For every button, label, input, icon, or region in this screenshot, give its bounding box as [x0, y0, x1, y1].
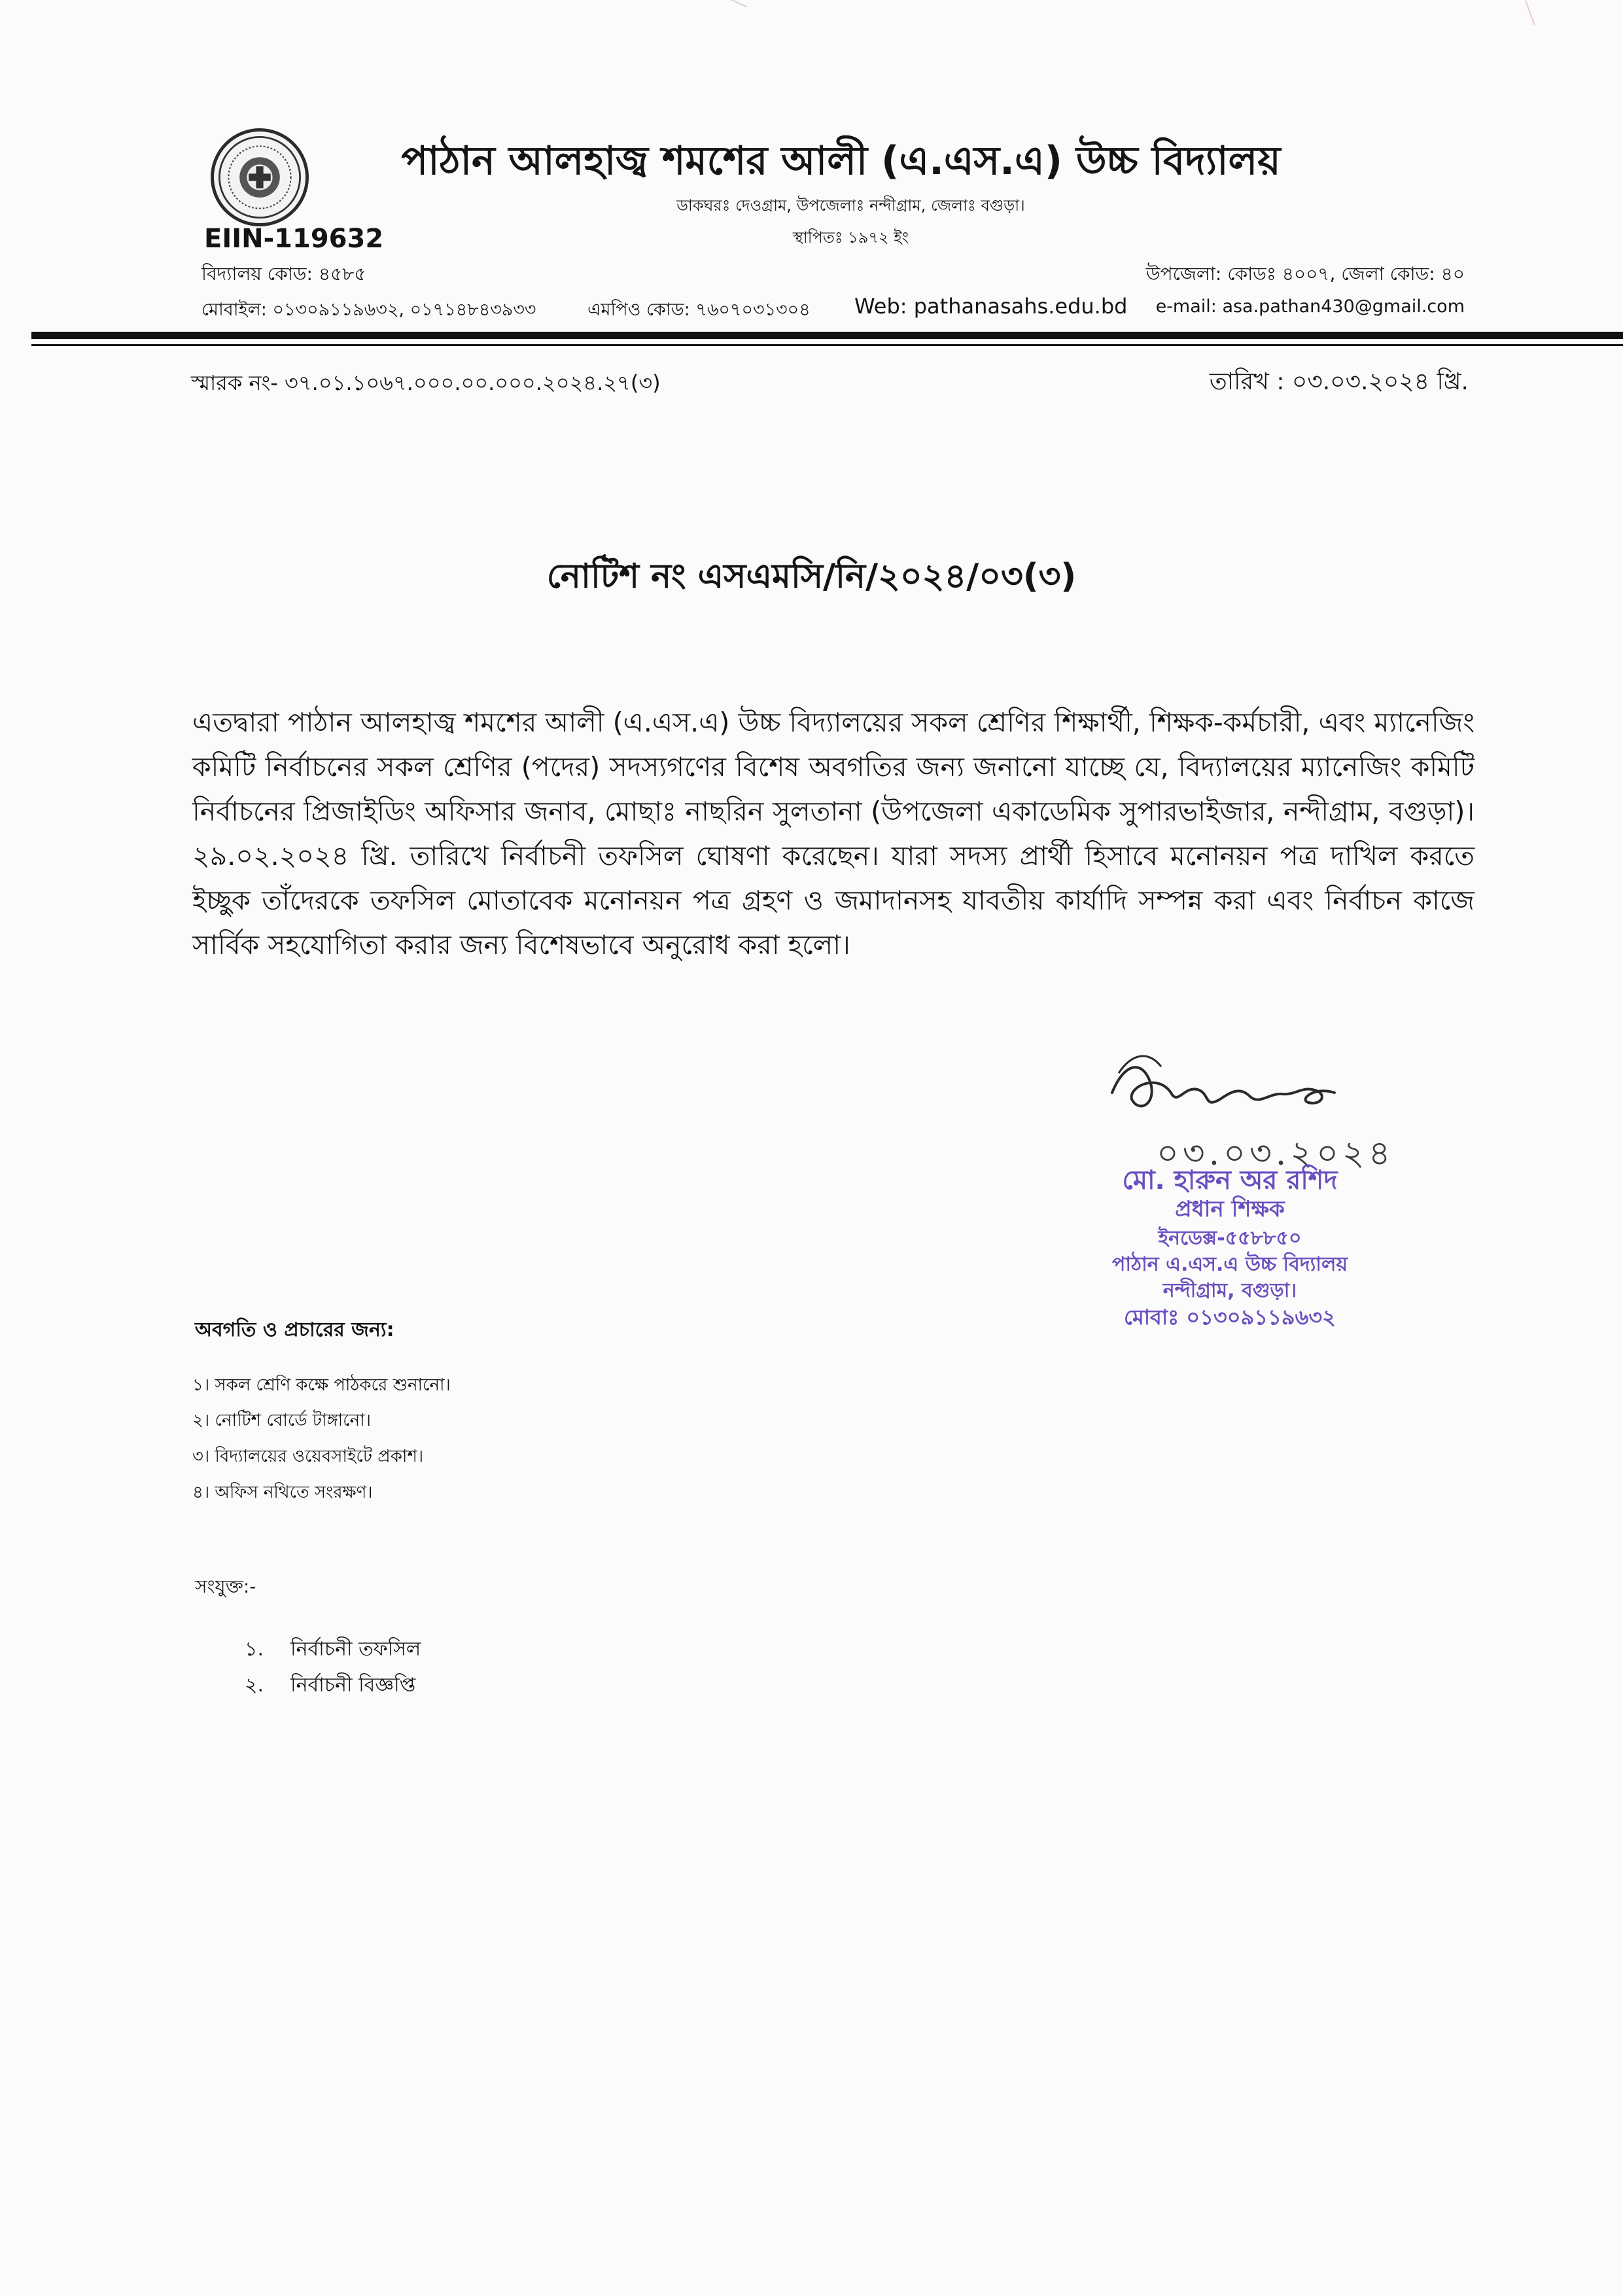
notice-title: নোটিশ নং এসএমসি/নি/২০২৪/০৩(৩) — [546, 557, 1077, 596]
scan-mark — [1525, 1, 1535, 26]
signature-date: ০৩.০৩.২০২৪ — [1157, 1134, 1395, 1173]
email-link[interactable]: e-mail: asa.pathan430@gmail.com — [1155, 296, 1465, 317]
seal-index: ইনডেক্স-৫৫৮৮৫০ — [1158, 1227, 1302, 1250]
seal-school: পাঠান এ.এস.এ উচ্চ বিদ্যালয় — [1111, 1253, 1348, 1276]
list-item: ২। নোটিশ বোর্ডে টাঙ্গানো। — [192, 1411, 372, 1430]
attachment-item — [245, 1633, 421, 1667]
school-code: বিদ্যালয় কোড: ৪৫৮৫ — [201, 263, 366, 285]
scan-mark — [720, 0, 748, 8]
school-address: ডাকঘরঃ দেওগ্রাম, উপজেলাঃ নন্দীগ্রাম, জেলাঃ বগুড়া। — [676, 196, 1025, 215]
eiin-number: EIIN-119632 — [204, 224, 384, 254]
header-divider-thin — [31, 344, 1623, 346]
school-name: পাঠান আলহাজ্ব শমশের আলী (এ.এস.এ) উচ্চ বিদ্যালয় — [401, 138, 1281, 184]
established-year: স্থাপিতঃ ১৯৭২ ইং — [792, 228, 909, 247]
list-item: ৪। অফিস নথিতে সংরক্ষণ। — [192, 1483, 373, 1502]
list-item: ৩। বিদ্যালয়ের ওয়েবসাইটে প্রকাশ। — [192, 1447, 424, 1466]
attachment-number: ২. — [245, 1674, 264, 1697]
website-link[interactable]: Web: pathanasahs.edu.bd — [854, 294, 1128, 319]
contact-mobile: মোবাইল: ০১৩০৯১১৯৬৩২, ০১৭১৪৮৪৩৯৩৩ — [201, 300, 536, 320]
attachment-label: নির্বাচনী তফসিল — [290, 1638, 421, 1661]
header-divider — [31, 332, 1623, 339]
list-item: ১। সকল শ্রেণি কক্ষে পাঠকরে শুনানো। — [192, 1375, 451, 1395]
memo-date: তারিখ : ০৩.০৩.২০২৪ খ্রি. — [1209, 368, 1469, 395]
upazila-district-code: উপজেলা: কোডঃ ৪০০৭, জেলা কোড: ৪০ — [1145, 263, 1465, 285]
attachment-number: ১. — [245, 1638, 264, 1661]
seal-mobile: মোবাঃ ০১৩০৯১১৯৬৩২ — [1124, 1305, 1336, 1330]
attachments-heading: সংযুক্ত:- — [195, 1576, 256, 1597]
seal-place: নন্দীগ্রাম, বগুড়া। — [1162, 1279, 1297, 1302]
notice-body: এতদ্বারা পাঠান আলহাজ্ব শমশের আলী (এ.এস.এ) উচ্চ বিদ্যালয়ের সকল শ্রেণির শিক্ষার্থী, শিক্ষক-কর্মচারী, এবং ম্যানেজিং কমিটি নির্বাচনের সকল শ্রেণির (পদের) সদস্যগণের বিশেষ অবগতির জন্য জনানো যাচ্ছে যে, বিদ্যালয়ের ম্যানেজিং কমিটি নির্বাচনের প্রিজাইডিং অফিসার জনাব, মোছাঃ নাছরিন সুলতানা (উপজেলা একাডেমিক সুপারভাইজার, নন্দীগ্রাম, বগুড়া)। ২৯.০২.২০২৪ খ্রি. তারিখে নির্বাচনী তফসিল ঘোষণা করেছেন। যারা সদস্য প্রার্থী হিসাবে মনোনয়ন পত্র দাখিল করতে ইচ্ছুক তাঁদেরকে তফসিল মোতাবেক মনোনয়ন পত্র গ্রহণ ও জমাদানসহ যাবতীয় কার্যাদি সম্পন্ন করা এবং নির্বাচন কাজে সার্বিক সহযোগিতা করার জন্য বিশেষভাবে অনুরোধ করা হলো। — [192, 707, 1475, 961]
memo-number: স্মারক নং- ৩৭.০১.১০৬৭.০০০.০০.০০০.২০২৪.২৭(৩) — [191, 370, 661, 395]
seal-name: মো. হারুন অর রশিদ — [1122, 1165, 1338, 1195]
mpo-code: এমপিও কোড: ৭৬০৭০৩১৩০৪ — [587, 300, 811, 320]
seal-title: প্রধান শিক্ষক — [1175, 1196, 1285, 1222]
distribution-heading: অবগতি ও প্রচারের জন্য: — [195, 1318, 394, 1341]
attachment-item — [245, 1669, 415, 1703]
attachment-label: নির্বাচনী বিজ্ঞপ্তি — [290, 1674, 416, 1697]
